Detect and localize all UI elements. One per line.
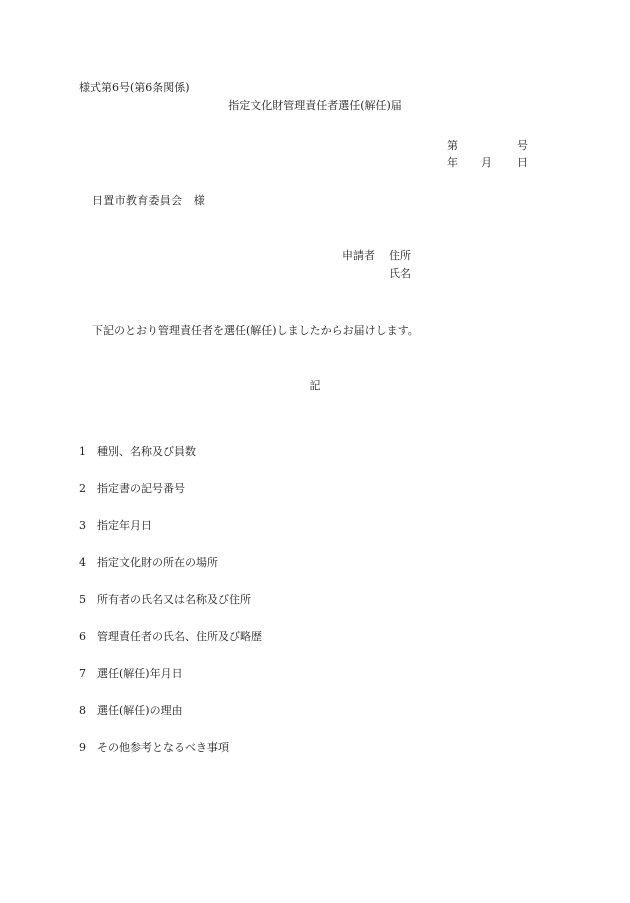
item-number: 4 <box>79 556 86 569</box>
item-number: 3 <box>79 519 86 532</box>
list-item <box>79 631 262 642</box>
body-text: 下記のとおり管理責任者を選任(解任)しましたからお届けします。 <box>92 324 419 337</box>
ki-heading: 記 <box>309 379 321 392</box>
document-number-suffix: 号 <box>517 139 528 152</box>
list-item <box>79 594 251 605</box>
item-label: 指定年月日 <box>97 519 152 532</box>
item-number: 7 <box>79 667 86 680</box>
item-label: 指定文化財の所在の場所 <box>97 556 218 569</box>
item-label: その他参考となるべき事項 <box>97 741 229 754</box>
applicant-label: 申請者 <box>342 249 375 262</box>
list-item <box>79 520 152 531</box>
list-item <box>79 446 196 457</box>
applicant-name-label: 氏名 <box>389 267 411 280</box>
date-month-label: 月 <box>481 156 492 169</box>
applicant-address-label: 住所 <box>389 249 411 262</box>
item-number: 2 <box>79 482 86 495</box>
form-number: 様式第6号(第6条関係) <box>79 81 190 94</box>
item-number: 9 <box>79 741 86 754</box>
item-number: 1 <box>79 445 86 458</box>
item-label: 管理責任者の氏名、住所及び略歴 <box>97 630 262 643</box>
item-number: 8 <box>79 704 86 717</box>
list-item <box>79 705 183 716</box>
document-number-prefix: 第 <box>447 139 458 152</box>
item-label: 指定書の記号番号 <box>97 482 185 495</box>
item-label: 選任(解任)年月日 <box>97 667 183 680</box>
list-item <box>79 557 218 568</box>
addressee: 日置市教育委員会 様 <box>92 194 205 207</box>
list-item <box>79 742 229 753</box>
date-year-label: 年 <box>447 156 458 169</box>
date-day-label: 日 <box>517 156 528 169</box>
list-item <box>79 668 183 679</box>
item-number: 5 <box>79 593 86 606</box>
item-label: 所有者の氏名又は名称及び住所 <box>97 593 251 606</box>
list-item <box>79 483 185 494</box>
document-title: 指定文化財管理責任者選任(解任)届 <box>228 99 402 112</box>
item-number: 6 <box>79 630 86 643</box>
item-label: 種別、名称及び員数 <box>97 445 196 458</box>
item-label: 選任(解任)の理由 <box>97 704 183 717</box>
